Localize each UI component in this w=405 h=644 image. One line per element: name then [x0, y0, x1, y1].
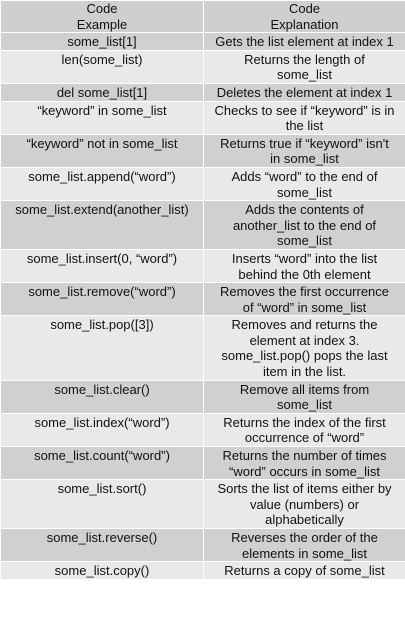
code-explanation-text: value (numbers) or [249, 496, 360, 512]
code-example-text: some_list.count(“word”) [34, 448, 170, 464]
code-example-cell [1, 201, 204, 250]
code-explanation-text: some_list [277, 67, 332, 83]
table-row [1, 413, 405, 446]
code-explanation-text: “word” occurs in some_list [229, 463, 380, 479]
table-row [1, 249, 405, 282]
table-row [1, 380, 405, 413]
code-explanation-text: Removes the first occurrence [219, 284, 390, 300]
code-explanation-cell [204, 249, 405, 282]
code-explanation-text: occurrence of “word” [244, 430, 365, 446]
code-example-cell [1, 167, 204, 200]
code-explanation-text: some_list.pop() pops the last [221, 348, 388, 364]
code-example-cell [1, 33, 204, 51]
code-explanation-text: Adds “word” to the end of [231, 168, 378, 184]
code-example-cell [1, 249, 204, 282]
code-explanation-text: Returns the length of [244, 51, 365, 67]
code-example-text: “keyword” not in some_list [26, 135, 178, 151]
code-example-text: some_list.append(“word”) [28, 168, 176, 184]
code-explanation-text: the list [285, 118, 324, 134]
code-explanation-cell [204, 167, 405, 200]
header-code-example [1, 1, 204, 33]
code-explanation-text: Deletes the element at index 1 [216, 84, 393, 100]
code-example-cell [1, 283, 204, 316]
code-example-text: some_list.reverse() [46, 530, 158, 545]
code-explanation-text: some_list [277, 233, 332, 249]
code-explanation-text: Returns a copy of some_list [224, 563, 385, 579]
table-row [1, 480, 405, 529]
code-example-cell [1, 83, 204, 101]
code-explanation-text: item in the list. [262, 364, 347, 380]
code-explanation-cell [204, 480, 405, 529]
code-example-text: del some_list[1] [56, 84, 148, 100]
code-explanation-text: some_list [277, 184, 332, 200]
code-explanation-text: Sorts the list of items either by [217, 481, 392, 497]
code-explanation-text: Checks to see if “keyword” is in [214, 102, 395, 118]
code-example-cell [1, 316, 204, 380]
code-explanation-text: in some_list [270, 151, 339, 167]
table-row [1, 447, 405, 480]
header-code-explanation [204, 1, 405, 33]
code-explanation-text: element at index 3. [249, 332, 360, 348]
code-explanation-text: Reverses the order of the [231, 530, 378, 545]
code-example-text: “keyword” in some_list [37, 102, 167, 118]
code-explanation-text: another_list to the end of [232, 217, 377, 233]
code-example-text: some_list.insert(0, “word”) [26, 250, 178, 266]
code-explanation-text: Gets the list element at index 1 [215, 34, 394, 50]
code-example-text: some_list[1] [67, 34, 137, 50]
code-explanation-cell [204, 201, 405, 250]
header-code-example-line: Code [86, 1, 118, 16]
code-explanation-cell [204, 562, 405, 580]
code-explanation-text: Inserts “word” into the list [231, 250, 378, 266]
code-explanation-cell [204, 316, 405, 380]
table-row [1, 33, 405, 51]
code-example-cell [1, 134, 204, 167]
table-row [1, 201, 405, 250]
code-explanation-text: Returns the index of the first [223, 414, 386, 430]
code-explanation-cell [204, 83, 405, 101]
code-explanation-text: alphabetically [265, 512, 344, 528]
code-explanation-cell [204, 134, 405, 167]
code-example-cell [1, 380, 204, 413]
code-example-text: some_list.index(“word”) [34, 414, 170, 430]
code-example-text: some_list.sort() [57, 481, 147, 497]
table-row [1, 167, 405, 200]
code-explanation-text: behind the 0th element [238, 266, 371, 282]
code-example-cell [1, 50, 204, 83]
code-explanation-cell [204, 413, 405, 446]
code-explanation-text: Returns the number of times [222, 448, 387, 464]
code-example-text: some_list.pop([3]) [50, 317, 154, 333]
table-row [1, 134, 405, 167]
code-example-cell [1, 413, 204, 446]
code-example-cell [1, 562, 204, 580]
table-row [1, 316, 405, 380]
code-explanation-cell [204, 447, 405, 480]
code-example-text: some_list.extend(another_list) [15, 202, 189, 218]
code-explanation-text: Removes and returns the [231, 317, 378, 333]
code-explanation-cell [204, 283, 405, 316]
code-explanation-cell [204, 50, 405, 83]
code-explanation-text: Adds the contents of [245, 202, 364, 218]
code-explanation-text: elements in some_list [242, 545, 367, 561]
code-explanation-text: of “word” in some_list [242, 299, 367, 315]
code-explanation-cell [204, 380, 405, 413]
code-explanation-cell [204, 101, 405, 134]
code-example-cell [1, 101, 204, 134]
code-example-text: some_list.copy() [54, 563, 150, 579]
table-row [1, 101, 405, 134]
header-code-explanation-line: Explanation [270, 16, 339, 32]
code-explanation-cell [204, 529, 405, 562]
code-example-cell [1, 529, 204, 562]
table-row [1, 83, 405, 101]
table-row [1, 562, 405, 580]
table-row [1, 529, 405, 562]
code-explanation-text: some_list [277, 397, 332, 413]
table-row [1, 283, 405, 316]
code-example-text: some_list.clear() [54, 381, 150, 397]
code-explanation-text: Returns true if “keyword” isn't [220, 135, 389, 151]
header-code-explanation-line: Code [288, 1, 321, 16]
code-example-cell [1, 447, 204, 480]
header-code-example-line: Example [76, 16, 128, 32]
code-example-text: len(some_list) [61, 51, 143, 67]
code-explanation-text: Remove all items from [239, 381, 370, 397]
table-header [1, 1, 405, 33]
code-example-cell [1, 480, 204, 529]
table-body [1, 33, 405, 580]
header-row [1, 1, 405, 33]
code-explanation-cell [204, 33, 405, 51]
table-row [1, 50, 405, 83]
code-example-text: some_list.remove(“word”) [28, 284, 176, 300]
